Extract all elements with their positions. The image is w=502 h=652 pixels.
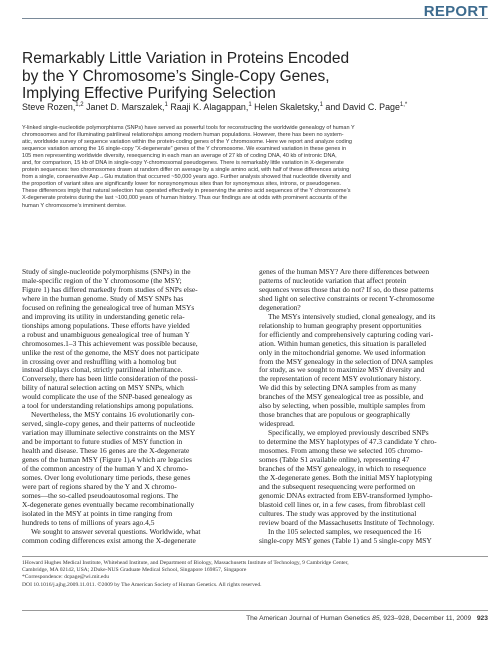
text-line: genomic DNAs extracted from EBV-transformed lympho- [259,490,433,500]
paragraph [259,528,479,546]
text-line: also by selecting, when possible, multiple samples from [259,401,426,411]
section-label: REPORT [423,3,488,20]
body-column-left [22,268,242,546]
text-line: protein sequences: two chromosomes drawn at random differ on average by a single amino acid, with half of these differences arising [22,167,350,174]
text-line: single-copy MSY genes (Table 1) and 5 single-copy MSY [259,535,432,545]
header-rule [22,18,488,19]
footnote-rule [22,556,488,557]
text-line: Y-linked single-nucleotide polymorphisms (SNPs) have served as powerful tools for reconstructing the worldwide genealogy of human Y [22,125,355,131]
text-line: branches of the MSY genealogy, in which to resequence [259,463,427,473]
text-line: 105 men representing worldwide diversity, resequencing in each man an average of 27 kb of coding DNA, 40 kb of intronic DNA, [22,153,337,160]
text-line: Nevertheless, the MSY contains 16 evolutionarily con- [31,410,195,420]
text-line: common coding differences exist among the X-degenerate [22,535,196,545]
text-line: widespread. [259,419,295,429]
title-line: Remarkably Little Variation in Proteins Encoded [22,50,350,67]
text-line: of the common ancestry of the human Y and X chromo- [22,463,189,473]
article-title [22,50,462,103]
text-line: genes of the human MSY (Figure 1),4 which are legacies [22,455,192,465]
text-line: X-degenerate proteins during the last ~100,000 years of human history. Thus our findings are at odds with prominent accounts of the [22,195,347,202]
title-line: Implying Effective Purifying Selection [22,85,276,103]
author-name: Helen Skaletsky, [254,102,320,112]
text-line: for efficiently and comprehensively capturing coding vari- [259,329,434,339]
text-line: ation. Within human genetics, this situation is paralleled [259,338,427,348]
text-line: health and disease. These 16 genes are the X-degenerate [22,446,190,456]
text-line: would complicate the use of the SNP-based genealogy as [22,392,193,402]
text-line: to determine the MSY haplotypes of 47.3 candidate Y chro- [259,437,437,447]
text-line: chromosomes.1–3 This achievement was possible because, [22,338,198,348]
author-affiliation: 1 [248,102,252,109]
text-line: somes—the so-called pseudoautosomal regions. The [22,490,179,500]
text-line: relationship to human geography present opportunities [259,320,422,330]
text-line: isolated in the MSY at points in time ranging from [22,508,173,518]
paragraph [22,411,242,527]
text-line: patterns of nucleotide variation that affect protein [259,275,407,285]
text-line: atic, worldwide survey of sequence variation within the protein-coding genes of the Y chromosome. Here we report and analyze coding [22,139,353,146]
text-line: hundreds to tens of millions of years ago.4,5 [22,517,155,527]
text-line: where in the human genome. Study of MSY SNPs has [22,293,184,303]
text-line: The MSYs intensively studied, clonal genealogy, and its [268,311,436,321]
text-line: mosomes. From among these we selected 105 chromo- [259,446,423,456]
author-name: Raaji K. Alagappan, [170,102,249,112]
text-line: somes (Table S1 available online), representing 47 [259,455,410,465]
text-line: focused on refining the genealogical tree of human MSYs [22,302,195,312]
text-line: *Correspondence: dcpage@wi.mit.edu [22,574,110,581]
text-line: served, single-copy genes, and their patterns of nucleotide [22,419,195,429]
text-line: unlike the rest of the genome, the MSY does not participate [22,347,200,357]
author-list [22,102,492,112]
body-column-right [259,268,479,546]
text-line: blastoid cell lines or, in a few cases, from fibroblast cell [259,499,426,509]
text-line: and, for comparison, 15 kb of DNA in single-copy Y-chromosomal pseudogenes. There is remarkably little variation in X-degenerate [22,160,344,167]
text-line: instead displays clonal, strictly patrilineal inheritance. [22,365,183,375]
text-line: those branches that are populous or geographically [259,410,411,420]
text-line: DOI 10.1016/j.ajhg.2009.11.011. ©2009 by The American Society of Human Genetics. All rights reserved. [22,581,262,588]
text-line: shed light on selective constraints or recent Y-chromosome [259,293,435,303]
text-line: and be important to future studies of MSY function in [22,437,183,447]
text-line: 1Howard Hughes Medical Institute, Whitehead Institute, and Department of Biology, Massachusetts Institute of Technology, 9 Cambridge Center, [22,560,349,566]
text-line: human Y chromosome’s imminent demise. [22,202,127,209]
text-line: somes. Over long evolutionary time periods, these genes [22,472,191,482]
author-affiliation: 1,2 [75,102,84,109]
text-line: These differences imply that natural selection has operated effectively in preserving the amino acid sequences of the Y chromosome’s [22,188,351,195]
text-line: cultures. The study was approved by the institutional [259,508,417,518]
text-line: Cambridge, MA 02142, USA; 2Duke-NUS Graduate Medical School, Singapore 169857, Singapore [22,567,247,574]
journal-footer [246,615,488,622]
journal-name: The American Journal of Human Genetics [246,615,371,622]
text-line: tionships among populations. These efforts have yielded [22,320,190,330]
text-line: X-degenerate genes eventually became recombinationally [22,499,195,509]
text-line: sequences versus those that do not? If so, do these patterns [259,284,434,294]
paragraph [259,268,479,313]
text-line: and the subsequent resequencing were performed on [259,481,416,491]
author-affiliation: 1,* [399,102,408,109]
text-line: chromosomes and for illuminating patrilineal relationships among modern human populations. However, there has been no system- [22,132,344,139]
paragraph [22,268,242,411]
title-line: by the Y Chromosome’s Single-Copy Genes, [22,67,330,85]
text-line: and improving its utility in understanding genetic rela- [22,311,185,321]
author-affiliation: 1 [319,102,323,109]
text-line: In the 105 selected samples, we resequenced the 16 [268,526,422,536]
text-line: We sought to answer several questions. Worldwide, what [31,526,201,536]
author-name: and David C. Page [325,102,400,112]
text-line: the representation of recent MSY evolutionary history. [259,374,422,384]
text-line: male-specific region of the Y chromosome (the MSY; [22,275,182,285]
text-line: bility of natural selection acting on MSY SNPs, which [22,383,184,393]
author-name: Janet D. Marszalek, [86,102,165,112]
text-line: only in the mitochondrial genome. We used information [259,347,426,357]
text-line: Figure 1) has differed markedly from studies of SNPs else- [22,284,198,294]
text-line: variation may illuminate selective constraints on the MSY [22,428,196,438]
paragraph [22,528,242,546]
paragraph [259,313,479,429]
text-line: degeneration? [259,302,301,312]
page-number: 923 [476,615,488,622]
text-line: genes of the human MSY? Are there differences between [259,267,430,276]
text-line: were part of regions shared by the Y and X chromo- [22,481,177,491]
journal-pages: 923–928, December 11, 2009 [383,615,472,622]
text-line: sequence variation among the 16 single-copy “X-degenerate” genes of the Y chromosome. We examined variation in these genes in [22,146,347,153]
footnotes [22,560,488,589]
abstract [22,125,486,210]
author-affiliation: 1 [164,102,168,109]
paragraph [259,429,479,527]
text-line: branches of the MSY genealogical tree as possible, and [259,392,424,402]
text-line: We did this by selecting DNA samples from as many [259,383,417,393]
text-line: a tool for understanding relationships among populations. [22,401,194,411]
text-line: a robust and unambiguous genealogical tree of human Y [22,329,190,339]
text-line: from a single, conservative Asp→Glu mutation that occurred ~50,000 years ago. Further analysis showed that nucleotide diversity and [22,174,351,181]
text-line: from the MSY genealogy in the selection of DNA samples [259,356,433,366]
text-line: Specifically, we employed previously described SNPs [268,428,429,438]
author-name: Steve Rozen, [22,102,76,112]
journal-volume: 85, [372,615,382,622]
text-line: in crossing over and reshuffling with a homolog but [22,356,177,366]
text-line: the X-degenerate genes. Both the initial MSY haplotyping [259,472,433,482]
footer-rule [22,610,488,611]
text-line: review board of the Massachusetts Institute of Technology. [259,517,435,527]
text-line: the proportion of variant sites are significantly lower for nonsynonymous sites than for synonymous sites, introns, or pseudogenes. [22,181,342,188]
text-line: Study of single-nucleotide polymorphisms (SNPs) in the [22,267,191,276]
text-line: for study, as we sought to maximize MSY diversity and [259,365,425,375]
text-line: Conversely, there has been little consideration of the possi- [22,374,198,384]
